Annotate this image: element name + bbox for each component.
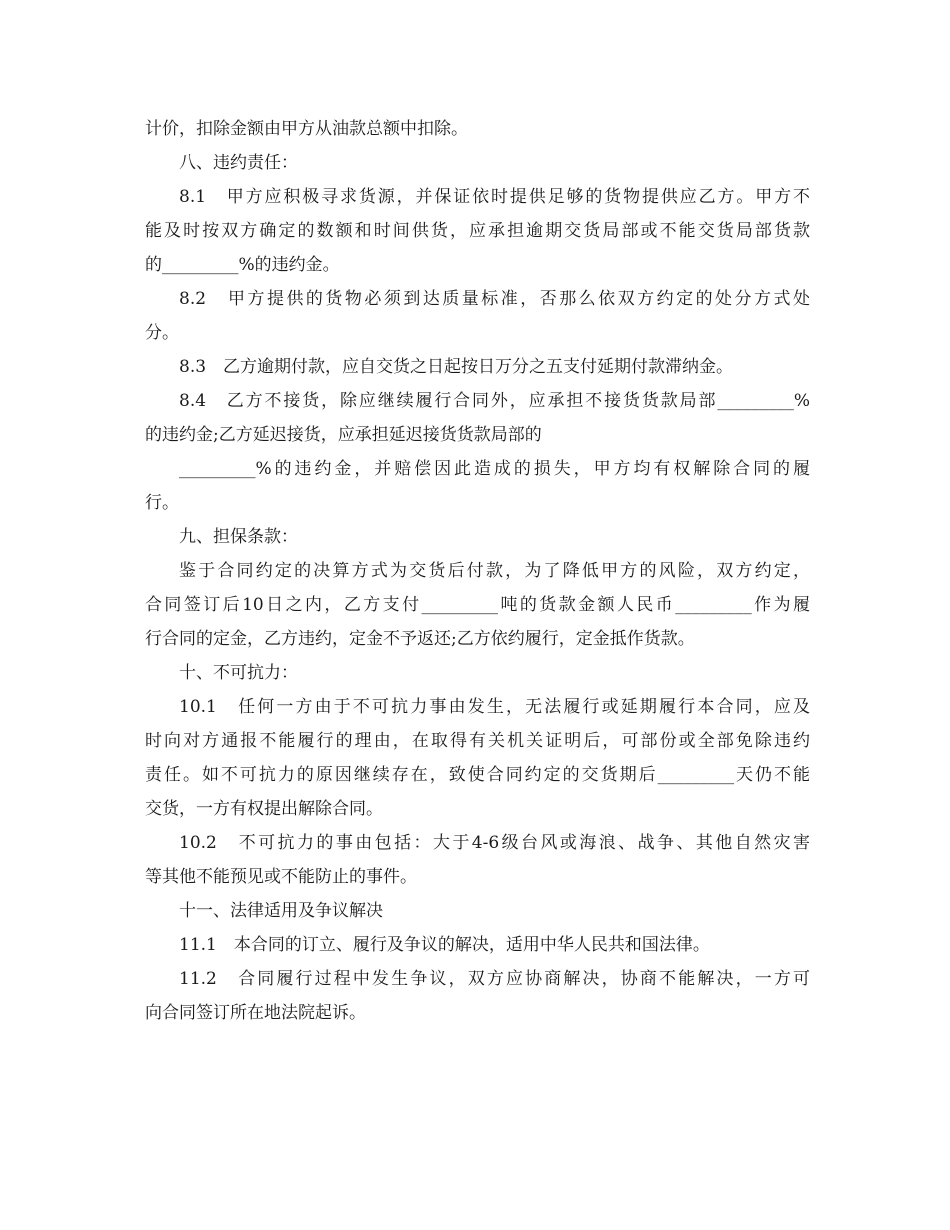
text-line: 向合同签订所在地法院起诉。 (145, 1003, 366, 1023)
text-line: 能及时按双方确定的数额和时间供货，应承担逾期交货局部或不能交货局部货款 (145, 221, 810, 241)
text-line: 11.1 本合同的订立、履行及争议的解决，适用中华人民共和国法律。 (179, 935, 710, 955)
text-line: 合同签订后10日之内，乙方支付_________吨的货款金额人民币_________作为履 (145, 595, 810, 615)
text-line: 计价，扣除金额由甲方从油款总额中扣除。 (145, 119, 468, 139)
text-line: _________%的违约金，并赔偿因此造成的损失，甲方均有权解除合同的履 (179, 459, 810, 479)
text-line: 8.1 甲方应积极寻求货源，并保证依时提供足够的货物提供应乙方。甲方不 (179, 187, 810, 207)
text-line: 8.2 甲方提供的货物必须到达质量标准，否那么依双方约定的处分方式处 (179, 289, 810, 309)
text-line: 鉴于合同约定的决算方式为交货后付款，为了降低甲方的风险，双方约定， (179, 561, 810, 581)
text-line: 等其他不能预见或不能防止的事件。 (145, 867, 417, 887)
text-line: 8.3 乙方逾期付款，应自交货之日起按日万分之五支付延期付款滞纳金。 (179, 357, 734, 377)
text-line: 分。 (145, 323, 179, 343)
text-line: 8.4 乙方不接货，除应继续履行合同外，应承担不接货货款局部_________% (179, 391, 810, 411)
text-line: 九、担保条款： (179, 527, 298, 547)
text-line: 10.1 任何一方由于不可抗力事由发生，无法履行或延期履行本合同，应及 (179, 697, 810, 717)
text-line: 十一、法律适用及争议解决 (179, 901, 383, 921)
text-line: 10.2 不可抗力的事由包括：大于4-6级台风或海浪、战争、其他自然灾害 (179, 833, 810, 853)
text-line: 11.2 合同履行过程中发生争议，双方应协商解决，协商不能解决，一方可 (179, 969, 810, 989)
text-line: 交货，一方有权提出解除合同。 (145, 799, 383, 819)
text-line: 十、不可抗力： (179, 663, 298, 683)
text-line: 时向对方通报不能履行的理由，在取得有关机关证明后，可部份或全部免除违约 (145, 731, 810, 751)
text-line: 的违约金;乙方延迟接货，应承担延迟接货货款局部的 (145, 425, 542, 445)
contract-body (145, 112, 810, 1030)
text-line: 行合同的定金，乙方违约，定金不予返还;乙方依约履行，定金抵作货款。 (145, 629, 695, 649)
text-line: 的_________%的违约金。 (145, 255, 340, 275)
text-line: 行。 (145, 493, 179, 513)
text-line: 责任。如不可抗力的原因继续存在，致使合同约定的交货期后_________天仍不能 (145, 765, 810, 785)
text-line: 八、违约责任： (179, 153, 298, 173)
